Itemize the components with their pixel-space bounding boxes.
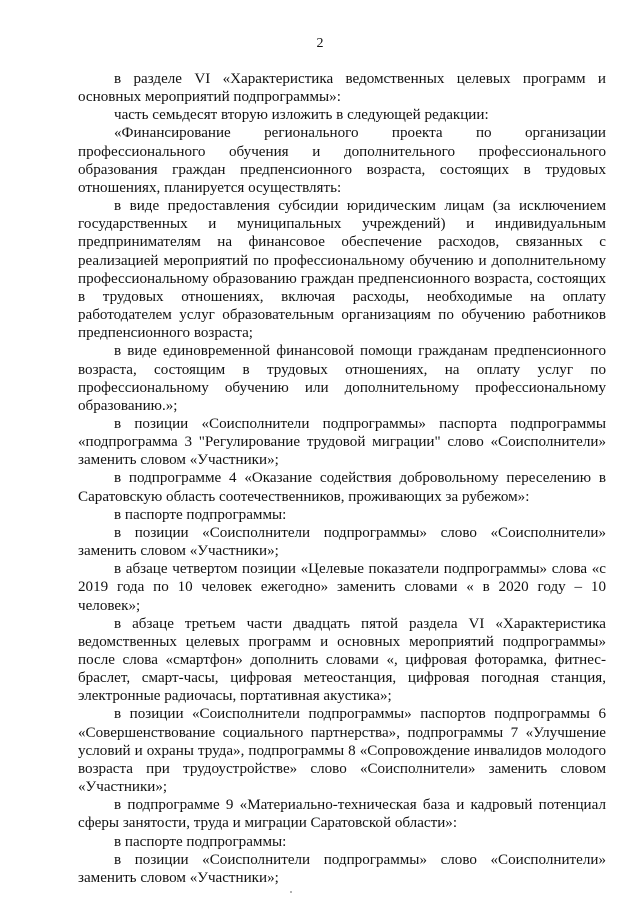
paragraph: в абзаце четвертом позиции «Целевые показатели подпрограммы» слова «с 2019 года по 10 человек ежегодно» заменить словами « в 2020 году – 10 человек»; [78,561,606,614]
paragraph: в позиции «Соисполнители подпрограммы» паспорта подпрограммы «подпрограмма 3 "Регулирование трудовой миграции" слово «Соисполнители» заменить словом «Участники»; [78,415,606,469]
paragraph: в абзаце третьем части двадцать пятой раздела VI «Характеристика ведомственных целевых программ и основных мероприятий подпрограммы» после слова «смартфон» дополнить словами «, цифровая фоторамка, фитнес-браслет, смарт-часы, цифровая метеостанция, цифровая погодная станция, электронные радиочасы, портативная акустика»; [78,615,606,705]
paragraph: в виде предоставления субсидии юридическим лицам (за исключением государственных и муниципальных учреждений) и индивидуальным предпринимателям на финансовое обеспечение расходов, связанных с реализацией мероприятий по профессиональному обучению и дополнительному профессиональному образованию граждан предпенсионного возраста, состоящих в трудовых отношениях, включая расходы, необходимые на оплату работодателем услуг образовательным организациям по обучению работников предпенсионного возраста; [78,198,606,342]
paragraph: в позиции «Соисполнители подпрограммы» слово «Соисполнители» заменить словом «Участники»; [78,524,606,560]
paragraph: «Финансирование регионального проекта по организации профессионального обучения и дополнительного профессионального образования граждан предпенсионного возраста, состоящих в трудовых отношениях, планируется осуществлять: [78,125,606,196]
paragraph: в разделе VI «Характеристика ведомственных целевых программ и основных мероприятий подпрограммы»: [78,71,606,106]
paragraph: в паспорте подпрограммы: [114,506,287,523]
paragraph: в подпрограмме 4 «Оказание содействия добровольному переселению в Саратовскую область соотечественников, проживающих за рубежом»: [78,470,606,505]
paragraph: в позиции «Соисполнители подпрограммы» слово «Соисполнители» заменить словом «Участники»; [78,851,606,886]
paragraph: в виде единовременной финансовой помощи гражданам предпенсионного возраста, состоящим в трудовых отношениях, на оплату услуг по профессиональному обучению или дополнительному профессиональному образованию.»; [78,343,606,414]
paragraph: часть семьдесят вторую изложить в следующей редакции: [114,107,489,124]
paragraph: в подпрограмме 9 «Материально-техническая база и кадровый потенциал сферы занятости, труда и миграции Саратовской области»: [78,797,606,832]
scan-speck [290,891,292,893]
paragraph: в позиции «Соисполнители подпрограммы» паспортов подпрограммы 6 «Совершенствование социального партнерства», подпрограммы 7 «Улучшение условий и охраны труда», подпрограммы 8 «Сопровождение инвалидов молодого возраста при трудоустройстве» слово «Соисполнители» заменить словом «Участники»; [78,706,606,796]
page-number: 2 [316,36,324,51]
paragraph: в паспорте подпрограммы: [114,833,287,850]
document-body [78,70,606,887]
